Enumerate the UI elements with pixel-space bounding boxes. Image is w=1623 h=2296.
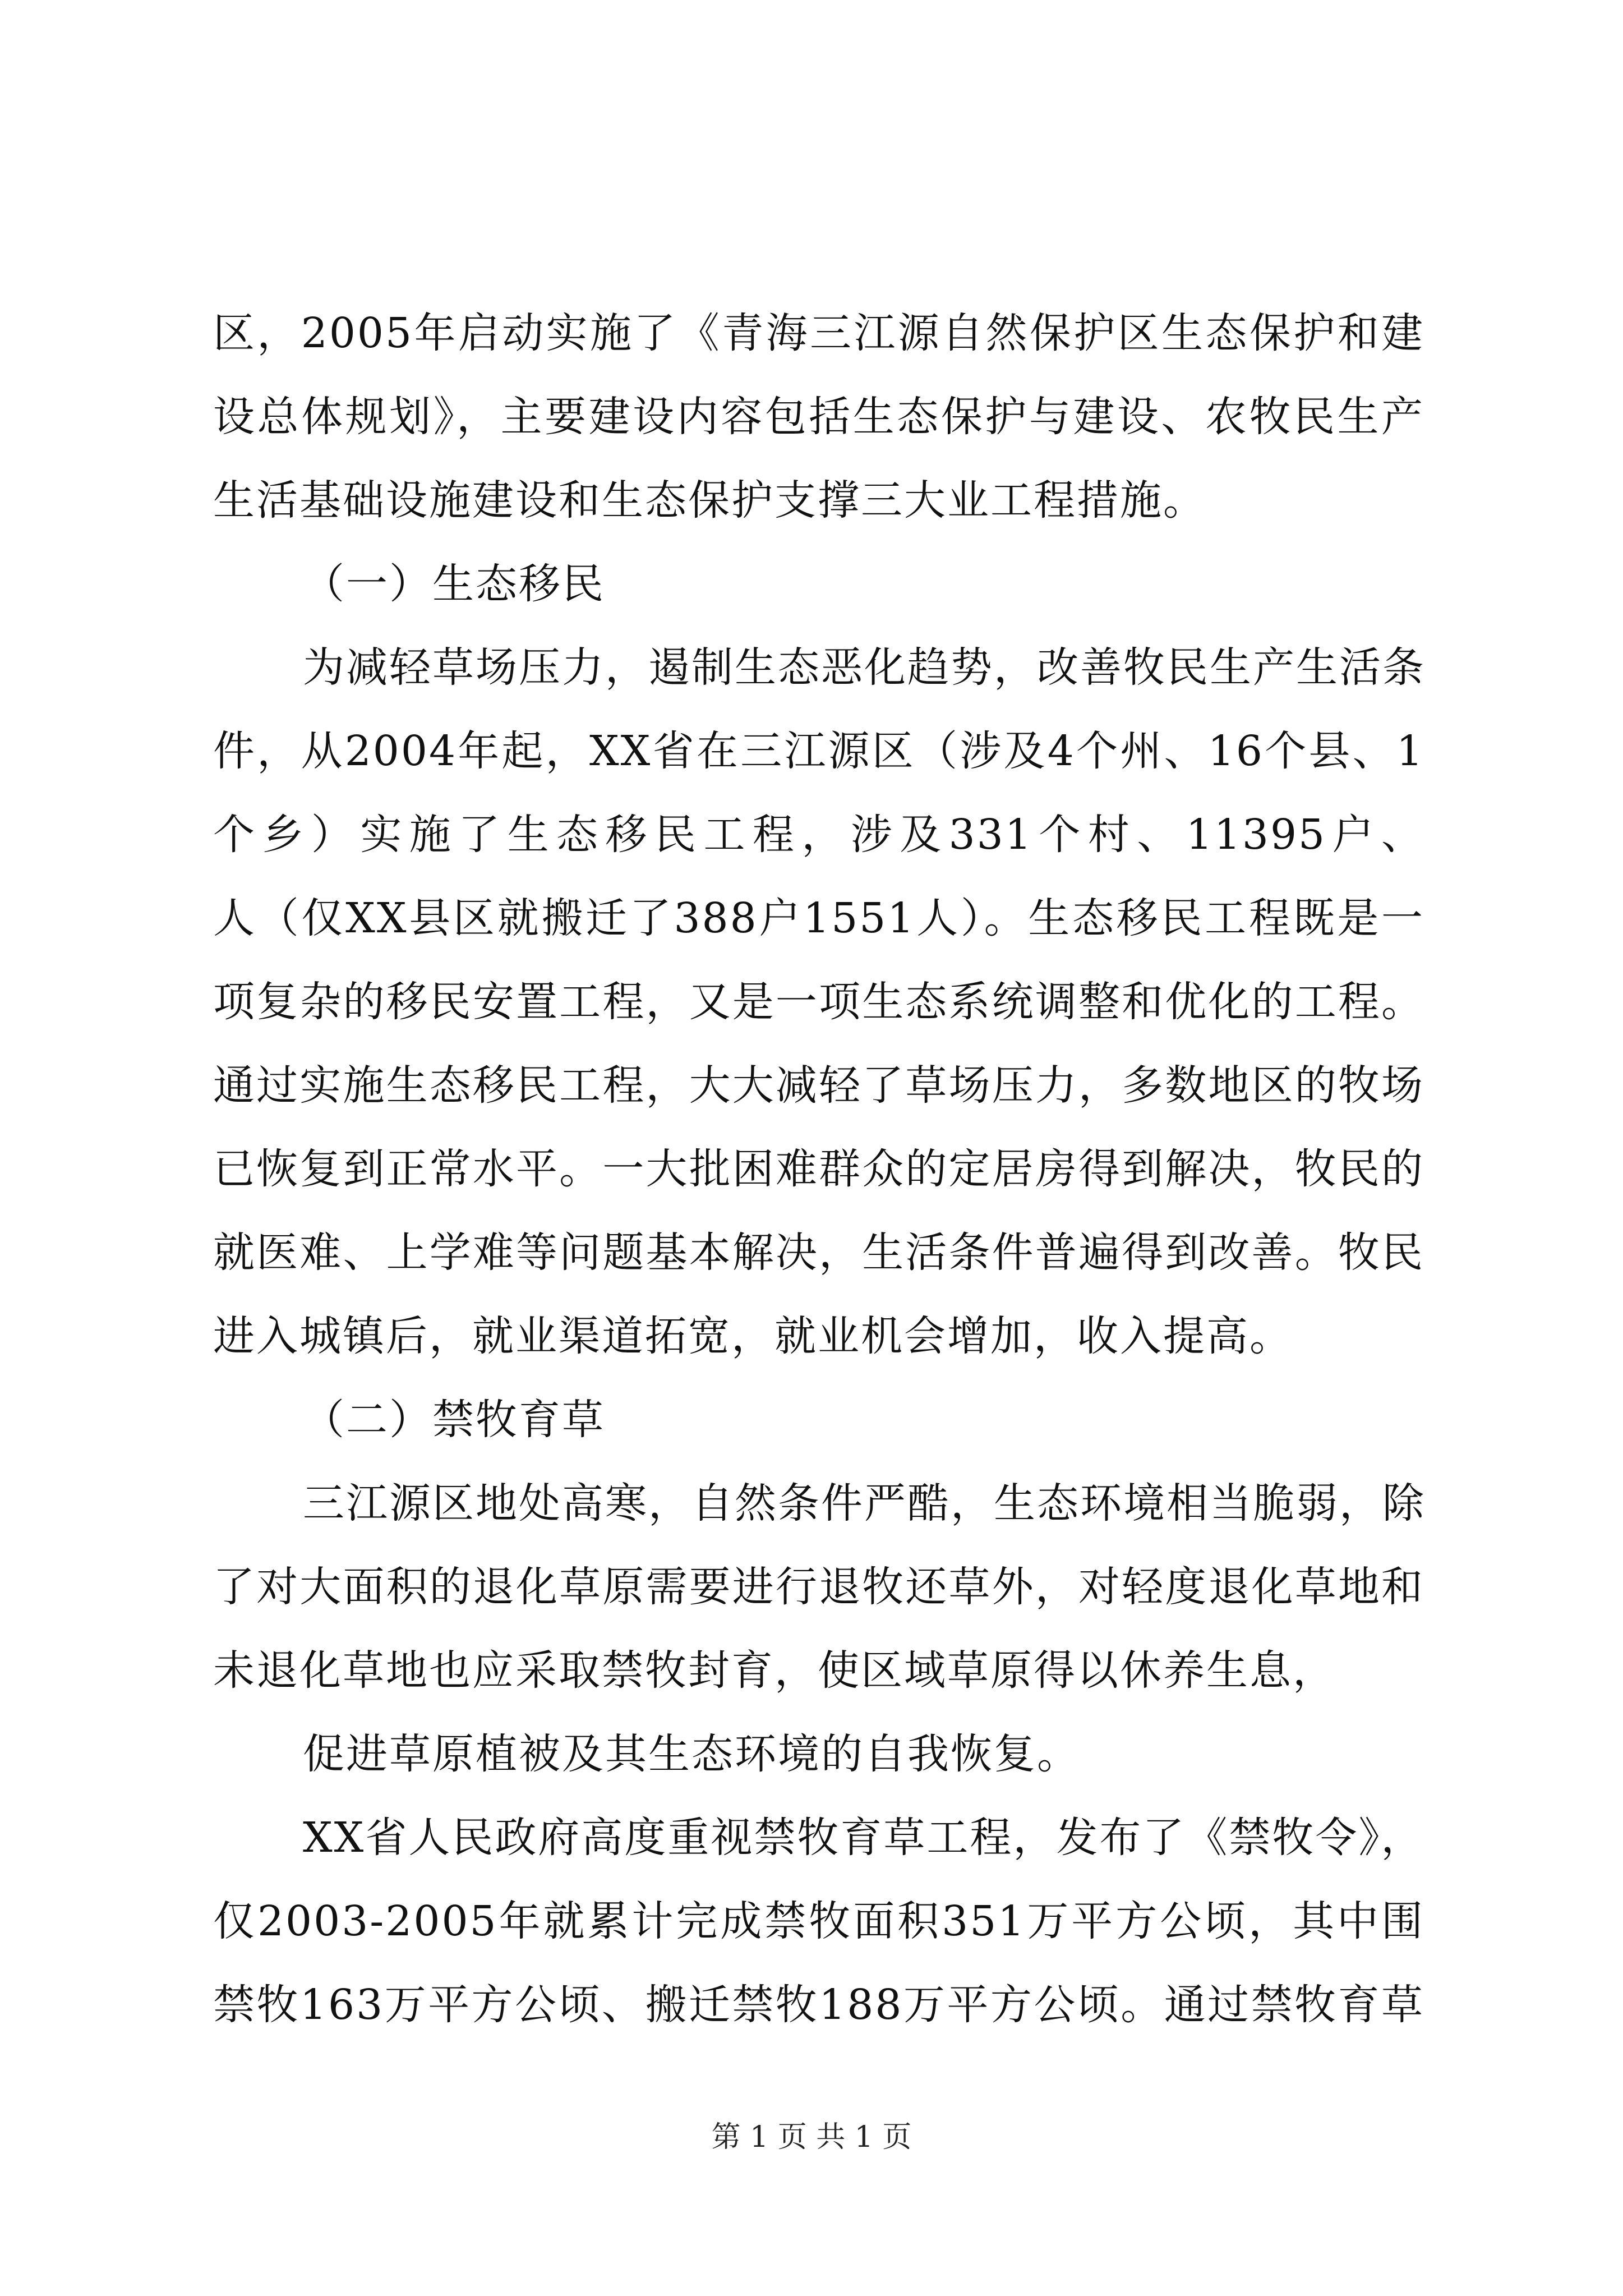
text-line: 了对大面积的退化草原需要进行退牧还草外，对轻度退化草地和 bbox=[213, 1563, 1424, 1611]
text-line: 已恢复到正常水平。一大批困难群众的定居房得到解决，牧民的 bbox=[213, 1145, 1424, 1193]
text-line: 个乡）实施了生态移民工程，涉及331个村、11395户、 bbox=[213, 811, 1424, 859]
text-line: 未退化草地也应采取禁牧封育，使区域草原得以休养生息， bbox=[213, 1646, 1336, 1695]
section-heading: （二）禁牧育草 bbox=[303, 1396, 605, 1444]
text-line: 生活基础设施建设和生态保护支撑三大业工程措施。 bbox=[213, 476, 1206, 524]
text-line: 项复杂的移民安置工程，又是一项生态系统调整和优化的工程。 bbox=[213, 978, 1424, 1026]
paragraph-first-line: XX省人民政府高度重视禁牧育草工程，发布了《禁牧令》， bbox=[303, 1814, 1424, 1862]
paragraph-first-line: 促进草原植被及其生态环境的自我恢复。 bbox=[303, 1730, 1080, 1778]
text-line: 仅2003-2005年就累计完成禁牧面积351万平方公顷，其中围 bbox=[213, 1897, 1424, 1945]
page-number-footer: 第 1 页 共 1 页 bbox=[711, 2120, 912, 2154]
text-line: 就医难、上学难等问题基本解决，生活条件普遍得到改善。牧民 bbox=[213, 1228, 1424, 1277]
text-line: 进入城镇后，就业渠道拓宽，就业机会增加，收入提高。 bbox=[213, 1312, 1293, 1360]
text-line: 设总体规划》，主要建设内容包括生态保护与建设、农牧民生产 bbox=[213, 393, 1424, 441]
text-line: 禁牧163万平方公顷、搬迁禁牧188万平方公顷。通过禁牧育草 bbox=[213, 1981, 1424, 2029]
document-body bbox=[213, 292, 1424, 2047]
text-line: 通过实施生态移民工程，大大减轻了草场压力，多数地区的牧场 bbox=[213, 1061, 1424, 1110]
paragraph-first-line: 为减轻草场压力，遏制生态恶化趋势，改善牧民生产生活条 bbox=[303, 643, 1426, 692]
paragraph-first-line: 三江源区地处高寒，自然条件严酷，生态环境相当脆弱，除 bbox=[303, 1479, 1426, 1527]
section-heading: （一）生态移民 bbox=[303, 560, 605, 608]
text-line: 区，2005年启动实施了《青海三江源自然保护区生态保护和建 bbox=[213, 309, 1424, 357]
text-line: 件，从2004年起，XX省在三江源区（涉及4个州、16个县、1 bbox=[213, 727, 1424, 775]
text-line: 人（仅XX县区就搬迁了388户1551人）。生态移民工程既是一 bbox=[213, 894, 1424, 942]
